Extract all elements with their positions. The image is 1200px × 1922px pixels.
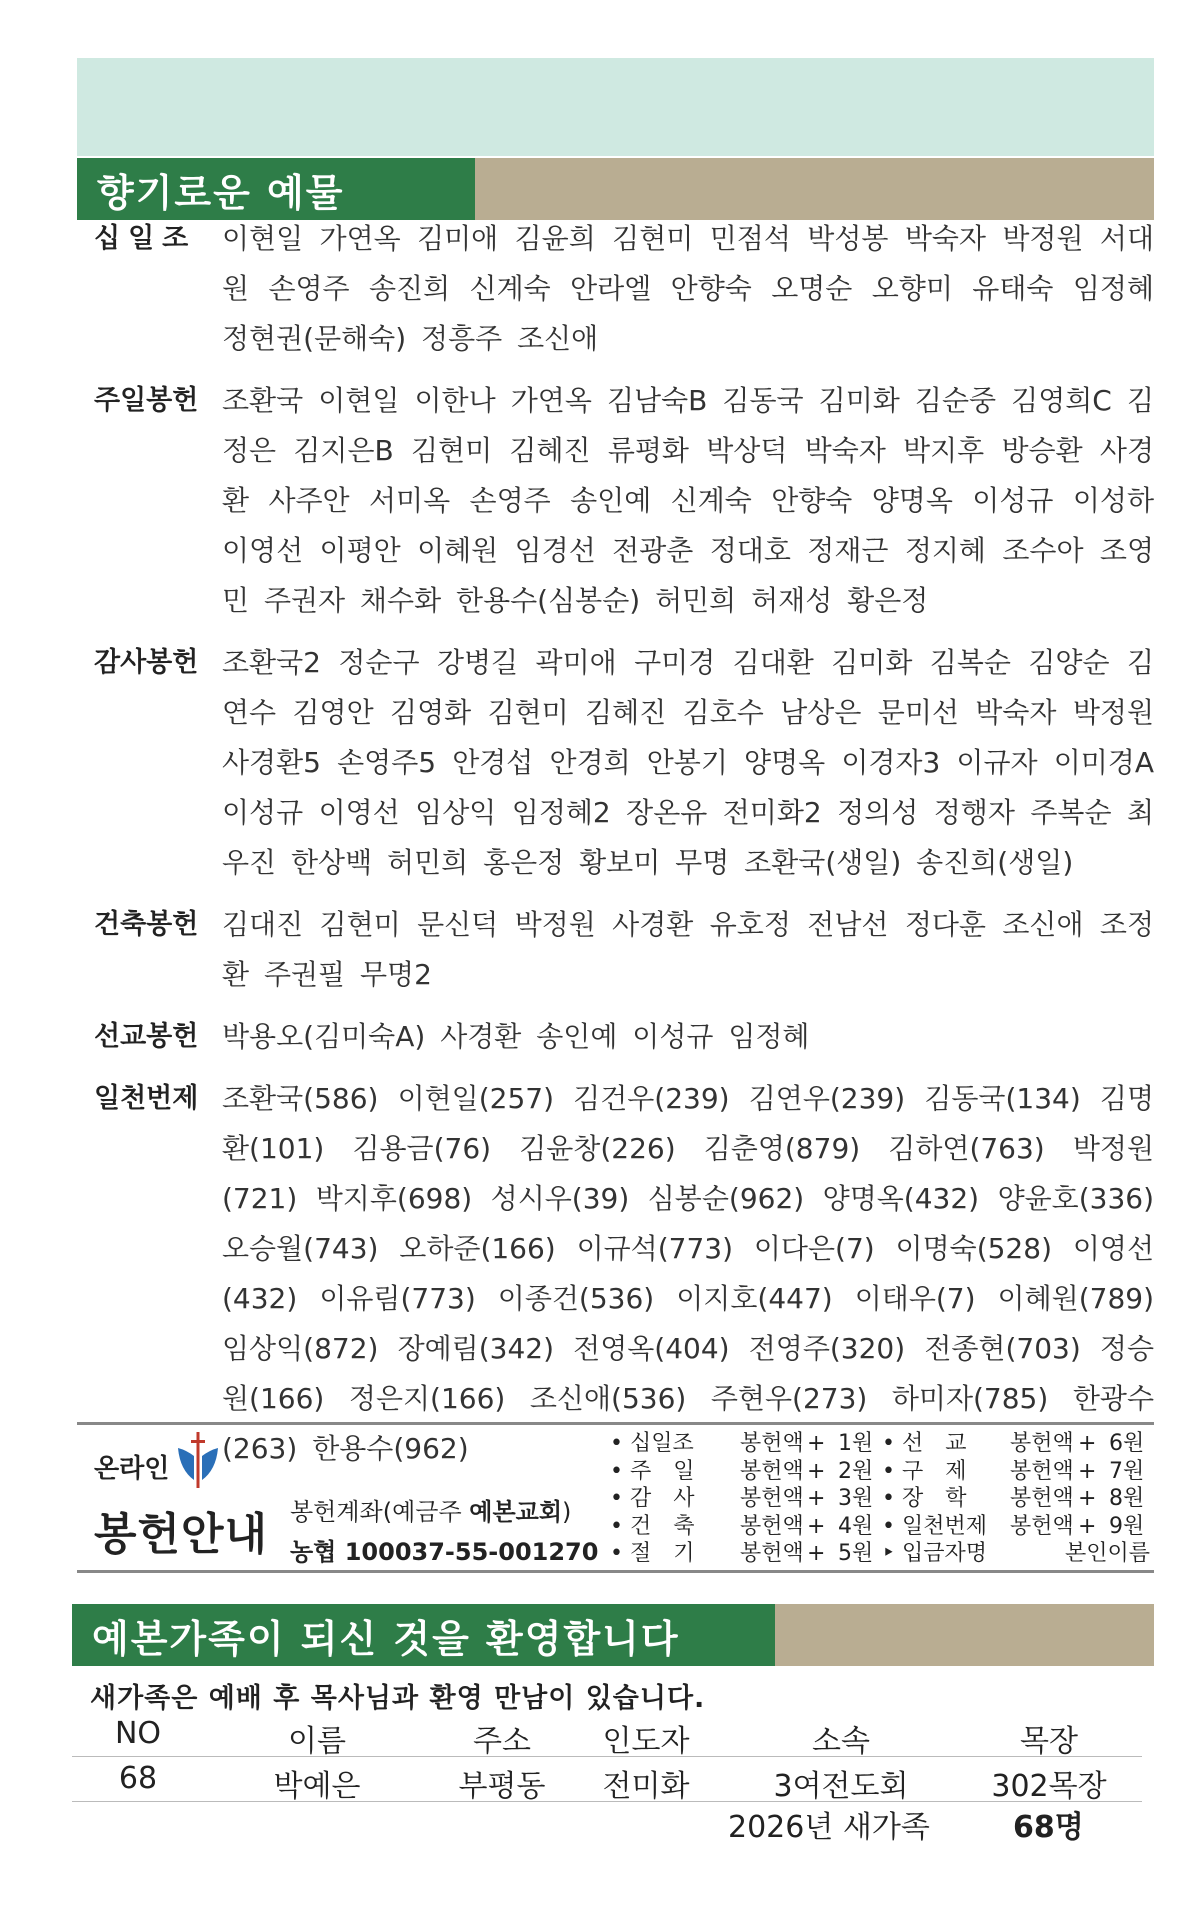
new-family-count: 68명 (1013, 1810, 1084, 1845)
category-sunday (94, 376, 1154, 626)
header-guide: 인도자 (602, 1724, 690, 1759)
divider (77, 1422, 1154, 1425)
category-thanks (94, 638, 1154, 888)
church-logo-icon (176, 1430, 220, 1492)
online-label: 온라인 (94, 1454, 170, 1484)
top-color-band (77, 58, 1154, 156)
new-family-summary-label: 2026년 새가족 (728, 1810, 930, 1845)
header-group: 소속 (812, 1724, 870, 1759)
category-building (94, 900, 1154, 1000)
code-row: • 절 기 봉헌액 + 5원 ‣ 입금자명 본인이름 (610, 1541, 1151, 1566)
category-names: 박용오(김미숙A) 사경환 송인예 이성규 임정혜 (222, 1020, 810, 1053)
welcome-note: 새가족은 예배 후 목사님과 환영 만남이 있습니다. (90, 1683, 706, 1714)
category-names: 조환국 이현일 이한나 가연옥 김남숙B 김동국 김미화 김순중 김영희C 김정은 김지은B 김현미 김혜진 류평화 박상덕 박숙자 박지후 방승환 사경환 사주안 서미옥 손영주 송인예 신계숙 안향숙 양명옥 이성규 이성하 이영선 이평안 이혜원 임경선 전광춘 정대호 정재근 정지혜 조수아 조영민 주권자 채수화 한용수(심봉순) 허민희 허재성 황은정 (222, 384, 1154, 617)
category-thousand (94, 1074, 1154, 1474)
header-no: NO (114, 1716, 162, 1751)
giving-guide-title: 봉헌안내 (94, 1509, 269, 1560)
account-number: 농협 100037-55-001270 (290, 1538, 599, 1566)
category-names: 조환국2 정순구 강병길 곽미애 구미경 김대환 김미화 김복순 김양순 김연수 김영안 김영화 김현미 김혜진 김호수 남상은 문미선 박숙자 박정원 사경환5 손영주5 안경섭 안경희 안봉기 양명옥 이경자3 이규자 이미경A 이성규 이영선 임상익 임정혜2 장온유 전미화2 정의성 정행자 주복순 최우진 한상백 허민희 홍은정 황보미 무명 조환국(생일) 송진희(생일) (222, 646, 1154, 879)
code-row: • 건 축 봉헌액 + 4원 • 일천번제 봉헌액 + 9원 (610, 1513, 1145, 1539)
offerings-header (77, 158, 1154, 220)
cell-cell: 302목장 (991, 1769, 1107, 1804)
welcome-title: 예본가족이 되신 것을 환영합니다 (72, 1604, 775, 1666)
category-names: 이현일 가연옥 김미애 김윤희 김현미 민점석 박성봉 박숙자 박정원 서대원 손영주 송진희 신계숙 안라엘 안향숙 오명순 오향미 유태숙 임정혜 정현권(문해숙) 정흥주 조신애 (222, 222, 1154, 355)
table-header-row (72, 1712, 1142, 1757)
cell-name: 박예은 (273, 1769, 361, 1804)
category-names: 조환국(586) 이현일(257) 김건우(239) 김연우(239) 김동국(134) 김명환(101) 김용금(76) 김윤창(226) 김춘영(879) 김하연(763) 박정원(721) 박지후(698) 성시우(39) 심봉순(962) 양명옥(432) 양윤호(336) 오승월(743) 오하준(166) 이규석(773) 이다은(7) 이명숙(528) 이영선(432) 이유림(773) 이종건(536) 이지호(447) 이태우(7) 이혜원(789) 임상익(872) 장예림(342) 전영옥(404) 전영주(320) 전종현(703) 정승원(166) 정은지(166) 조신애(536) 주현우(273) 하미자(785) 한광수(263) 한용수(962) (222, 1082, 1154, 1465)
category-label: 건축봉헌 (94, 909, 199, 940)
giving-code-list (610, 1430, 1160, 1568)
cell-address: 부평동 (458, 1769, 546, 1804)
cell-guide: 전미화 (602, 1769, 690, 1804)
new-family-table (72, 1712, 1142, 1802)
cell-group: 3여전도회 (773, 1769, 909, 1804)
category-label: 감사봉헌 (94, 647, 199, 678)
code-row: • 주 일 봉헌액 + 2원 • 구 제 봉헌액 + 7원 (610, 1458, 1145, 1484)
category-mission (94, 1012, 1154, 1062)
table-row (72, 1757, 1142, 1802)
header-name: 이름 (288, 1724, 346, 1759)
welcome-header (72, 1604, 1154, 1666)
category-label: 선교봉헌 (94, 1021, 199, 1052)
category-tithe (94, 214, 1154, 364)
category-label: 주일봉헌 (94, 385, 199, 416)
code-row: • 감 사 봉헌액 + 3원 • 장 학 봉헌액 + 8원 (610, 1486, 1145, 1511)
cell-no: 68 (118, 1761, 158, 1796)
offerings-title: 향기로운 예물 (77, 158, 475, 220)
account-holder: 봉헌계좌(예금주 예본교회) (290, 1498, 572, 1526)
divider (77, 1570, 1154, 1573)
category-label: 십일조 (94, 223, 197, 254)
header-cell: 목장 (1020, 1724, 1078, 1759)
header-address: 주소 (473, 1724, 531, 1759)
offerings-list (94, 214, 1154, 1486)
code-row: • 십일조 봉헌액 + 1원 • 선 교 봉헌액 + 6원 (610, 1431, 1145, 1456)
category-label: 일천번제 (94, 1083, 199, 1114)
category-names: 김대진 김현미 문신덕 박정원 사경환 유호정 전남선 정다훈 조신애 조정환 주권필 무명2 (222, 908, 1154, 991)
